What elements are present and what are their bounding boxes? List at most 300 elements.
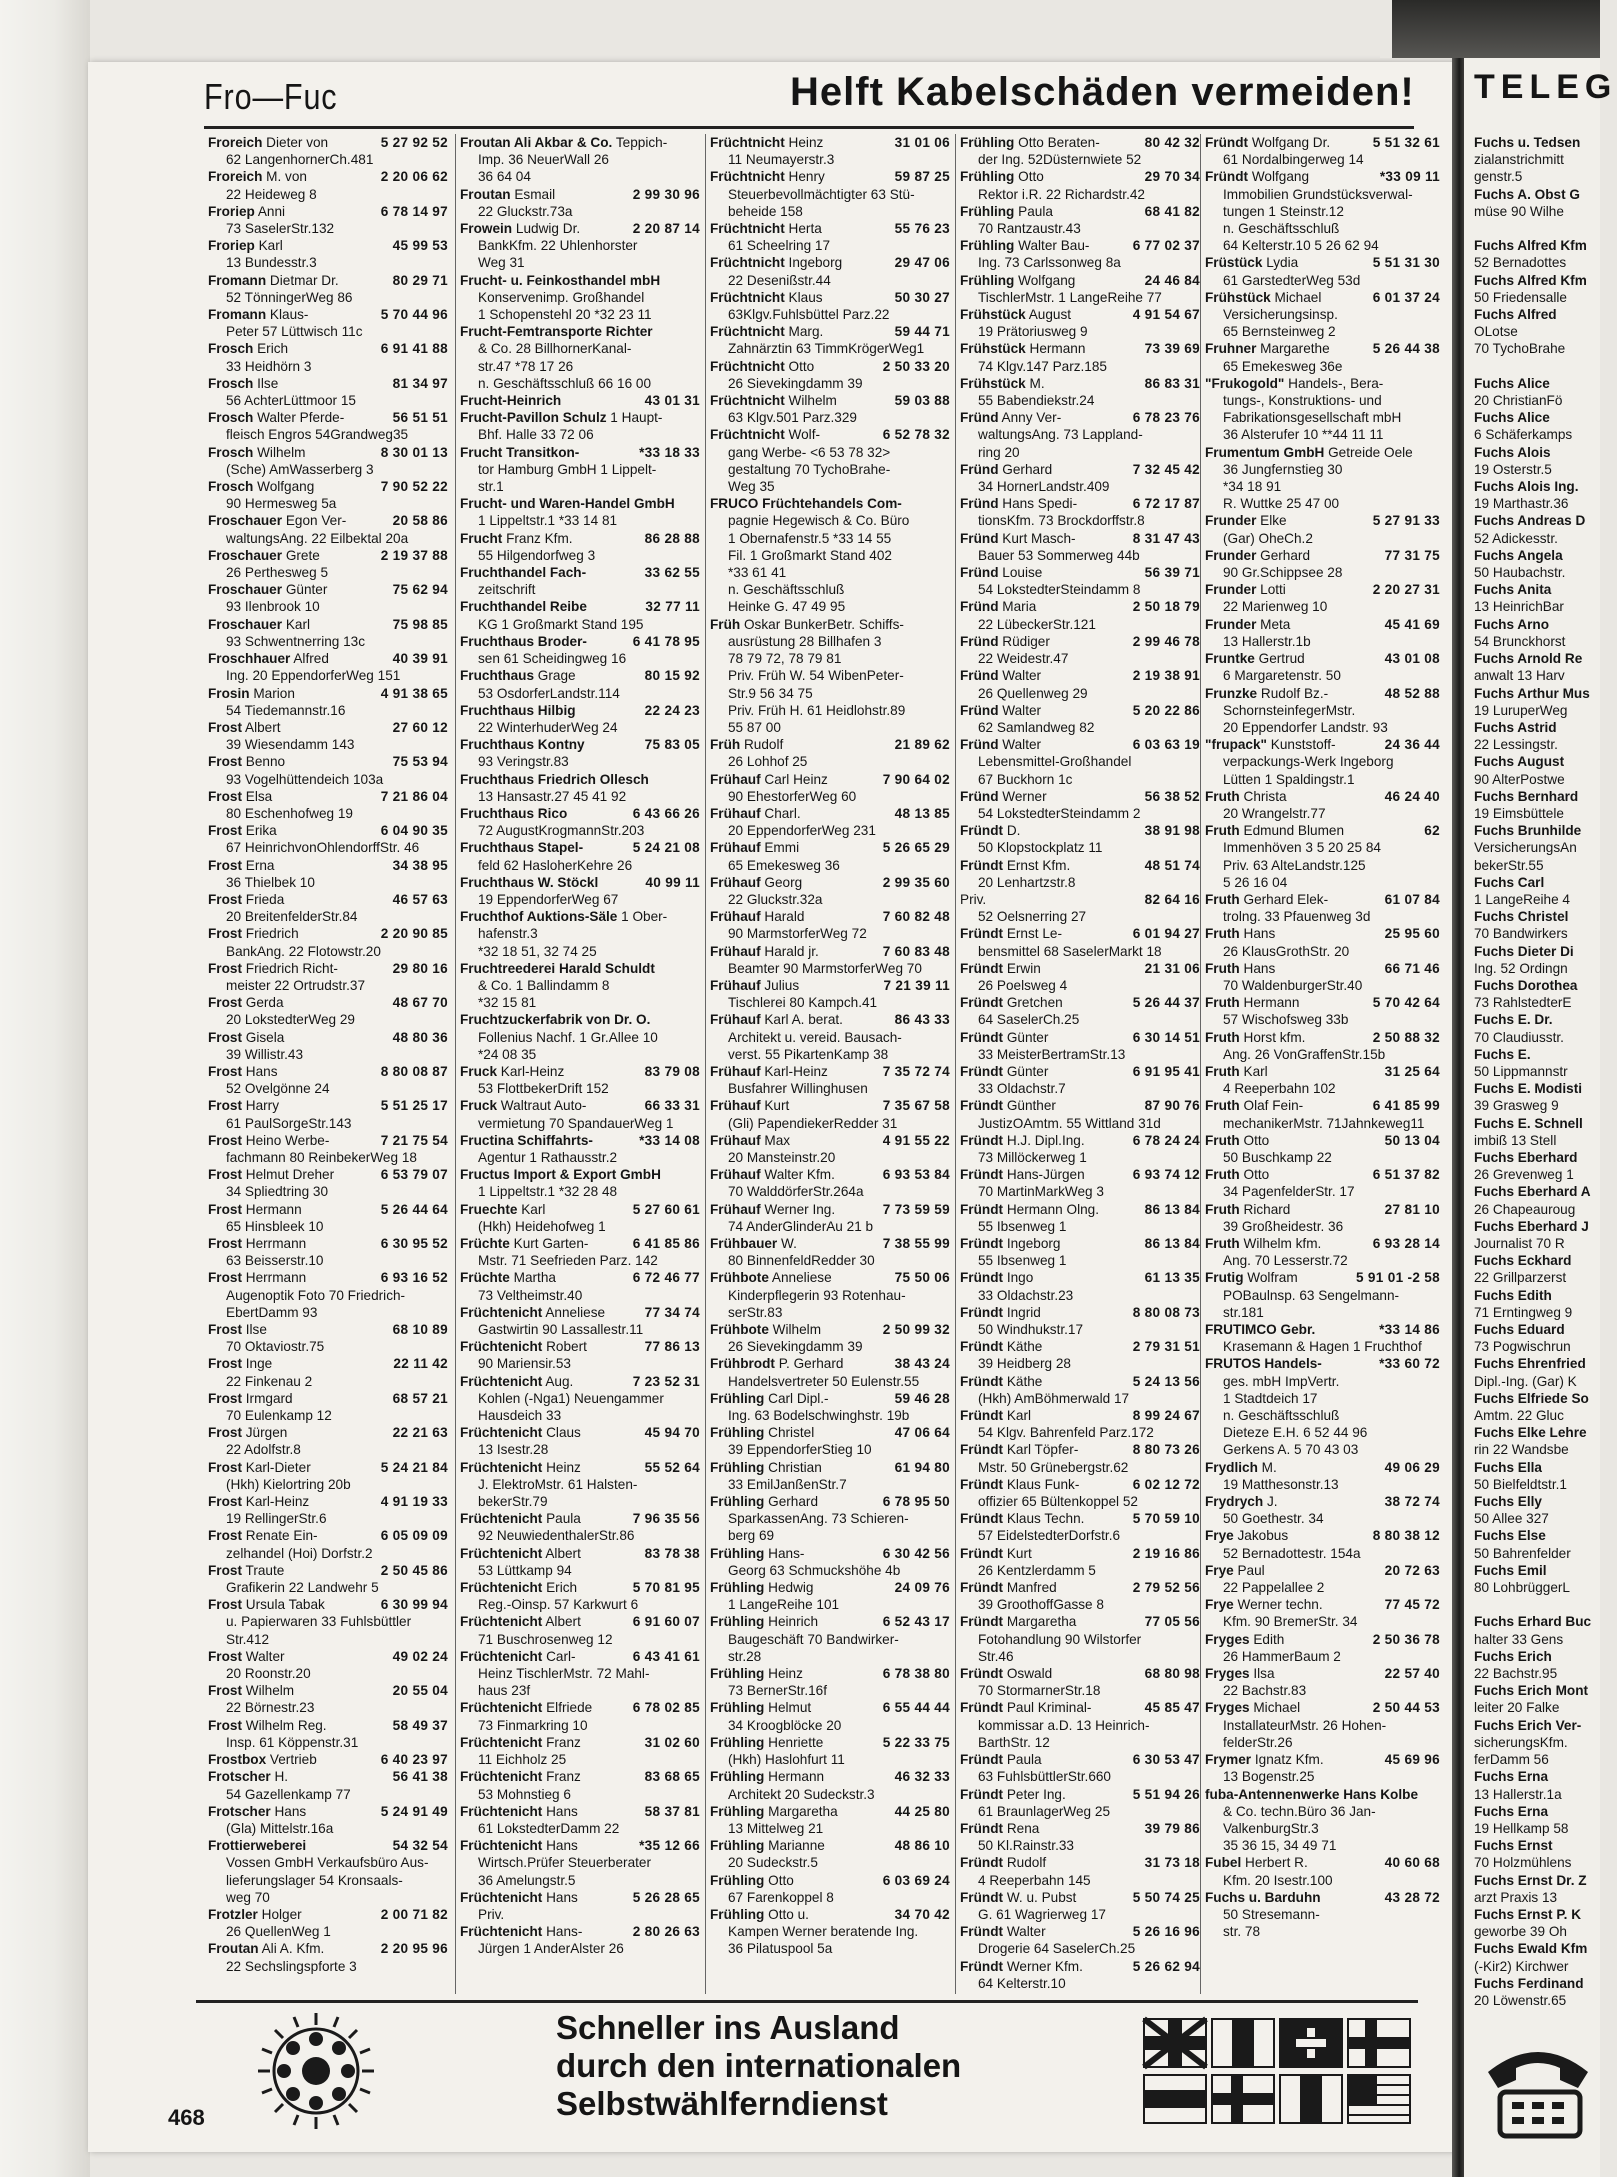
adjacent-page-line: 13 Hallerstr.1a xyxy=(1474,1786,1562,1802)
entry-address-line: Kfm. 90 BremerStr. 34 xyxy=(1223,1614,1358,1630)
entry-given-name: Elke xyxy=(1256,513,1287,529)
directory-entry xyxy=(1205,512,1440,546)
entry-surname: Frutig xyxy=(1205,1270,1244,1286)
entry-first-line xyxy=(960,1373,1200,1390)
entry-surname: Frühauf xyxy=(710,1063,761,1079)
telephone-icon xyxy=(1478,2022,1598,2142)
entry-given-name: Rudolf Bz.- xyxy=(1257,685,1329,701)
entry-name-block xyxy=(710,1665,879,1682)
entry-first-line xyxy=(1205,1699,1440,1716)
entry-surname: Frühauf xyxy=(710,1012,761,1028)
entry-name-block xyxy=(1205,1132,1381,1149)
entry-surname: Fründt xyxy=(960,995,1004,1011)
entry-address-line: Priv. Früh H. 61 Heidlohstr.89 xyxy=(728,702,906,718)
entry-given-name: Erich xyxy=(253,341,289,357)
page-range-heading: Fro—Fuc xyxy=(204,76,338,117)
entry-address-line: Mstr. 71 Seefrieden Parz. 142 xyxy=(478,1253,658,1269)
entry-name-block xyxy=(960,702,1129,719)
entry-first-line xyxy=(1205,1201,1440,1218)
entry-surname: Frühling xyxy=(710,1459,765,1475)
entry-surname: Früchtenicht xyxy=(460,1734,543,1750)
adjacent-page-line: 50 Friedensalle xyxy=(1474,289,1567,305)
entry-given-name: August xyxy=(1025,307,1072,323)
entry-name-block xyxy=(1205,1751,1381,1768)
entry-phone-number: 7 21 39 11 xyxy=(883,977,950,993)
entry-first-line xyxy=(960,598,1200,615)
entry-name-block xyxy=(960,1235,1141,1252)
entry-address-line: ges. mbH ImpVertr. xyxy=(1223,1373,1340,1389)
adjacent-page-line: Fuchs Arno xyxy=(1474,616,1550,632)
entry-address-line: gang Werbe- <6 53 78 32> xyxy=(728,444,891,460)
entry-given-name: Wilhelm xyxy=(784,393,837,409)
entry-address-line: feld 62 HasloherKehre 26 xyxy=(478,857,633,873)
entry-surname: Frost xyxy=(208,1201,242,1217)
scan-corner-shadow xyxy=(1380,0,1600,58)
entry-address-line: ausrüstung 28 Billhafen 3 xyxy=(728,633,882,649)
entry-phone-number: 5 51 32 61 xyxy=(1372,135,1440,150)
entry-surname: Frost xyxy=(208,1717,242,1733)
directory-entry xyxy=(960,1373,1200,1407)
entry-first-line xyxy=(1205,1269,1440,1286)
entry-surname: Fruck xyxy=(460,1098,498,1114)
entry-surname: Frühauf xyxy=(710,909,761,925)
entry-name-block xyxy=(1205,134,1369,151)
entry-first-line xyxy=(960,375,1200,392)
entry-surname: Frunder xyxy=(1205,547,1257,563)
entry-address-line: bensmittel 68 SaselerMarkt 18 xyxy=(978,943,1162,959)
entry-address-line: 26 Sievekingdamm 39 xyxy=(728,375,863,391)
entry-name-block xyxy=(460,409,700,426)
adjacent-page-line: 22 Lessingstr. xyxy=(1474,737,1558,753)
entry-first-line xyxy=(460,1201,700,1218)
entry-given-name: Wilhelm xyxy=(241,1683,295,1699)
entry-given-name: Heinz xyxy=(764,1666,803,1682)
entry-phone-number: 6 43 66 26 xyxy=(632,805,700,821)
directory-entry xyxy=(1205,685,1440,737)
entry-name-block xyxy=(208,1355,389,1372)
adjacent-page-line: Fuchs Arthur Mus xyxy=(1474,685,1590,701)
entry-address-line: beheide 158 xyxy=(728,203,803,219)
entry-address-line: Handelsvertreter 50 Eulenstr.55 xyxy=(728,1373,920,1389)
entry-phone-number: 6 72 17 87 xyxy=(1132,496,1200,512)
entry-name-block xyxy=(208,1493,377,1510)
entry-surname: Froschauer xyxy=(208,513,283,529)
directory-entry xyxy=(960,1132,1200,1166)
entry-name-block xyxy=(1205,822,1420,839)
entry-name-block xyxy=(460,530,641,547)
directory-entry xyxy=(208,1235,448,1269)
entry-given-name: Emmi xyxy=(760,840,800,856)
entry-address-line: & Co. 1 Ballindamm 8 xyxy=(478,977,610,993)
entry-given-name: Harald xyxy=(760,909,805,925)
entry-address-line: BarthStr. 12 xyxy=(978,1734,1050,1750)
directory-entry xyxy=(1205,1562,1440,1596)
entry-address-line: 57 EidelstedterDorfstr.6 xyxy=(978,1528,1121,1544)
entry-surname: FRUTIMCO Gebr. xyxy=(1205,1322,1316,1338)
entry-name-block xyxy=(460,186,629,203)
entry-surname: Frühstück xyxy=(960,341,1026,357)
entry-surname: Frosch xyxy=(208,444,254,460)
entry-first-line xyxy=(460,771,700,788)
entry-given-name: Margarethe xyxy=(1256,341,1330,357)
entry-name-block xyxy=(460,392,641,409)
entry-surname: Frucht-Femtransporte Richter xyxy=(460,324,653,340)
entry-address-line: 53 Mohnstieg 6 xyxy=(478,1786,571,1802)
directory-entry xyxy=(460,1235,700,1269)
entry-address-line: n. Geschäftsschluß xyxy=(728,582,845,598)
directory-entry xyxy=(460,702,700,736)
entry-phone-number: 6 30 14 51 xyxy=(1132,1029,1200,1045)
entry-given-name: Lotti xyxy=(1256,582,1286,598)
entry-name-block xyxy=(460,1613,629,1630)
entry-address-line: zelhandel (Hoi) Dorfstr.2 xyxy=(226,1545,373,1561)
entry-phone-number: 32 77 11 xyxy=(645,599,700,615)
entry-given-name: Alfred xyxy=(290,651,329,667)
entry-phone-number: 48 86 10 xyxy=(894,1838,950,1854)
entry-address-line: 65 Emekesweg 36e xyxy=(1223,358,1343,374)
entry-given-name: Hermann xyxy=(764,1769,825,1785)
entry-name-block xyxy=(960,1751,1129,1768)
entry-name-block xyxy=(1205,512,1369,529)
entry-given-name: Meta xyxy=(1256,616,1291,632)
adjacent-page-line: Journalist 70 R xyxy=(1474,1236,1565,1251)
entry-address-line: (Sche) AmWasserberg 3 xyxy=(226,461,374,477)
entry-first-line xyxy=(960,461,1200,478)
entry-given-name: Käthe xyxy=(1003,1373,1043,1389)
directory-entry xyxy=(960,1097,1200,1131)
entry-address-line: Follenius Nachf. 1 Gr.Allee 10 xyxy=(478,1029,658,1045)
entry-surname: Frost xyxy=(208,995,242,1011)
directory-entry xyxy=(960,788,1200,822)
directory-entry xyxy=(1205,1355,1440,1458)
directory-entry xyxy=(960,375,1200,409)
entry-address-line: tungen 1 Steinstr.12 xyxy=(1223,203,1344,219)
entry-address-line: 19 Prätoriusweg 9 xyxy=(978,324,1088,340)
entry-address-line: 26 Perthesweg 5 xyxy=(226,565,329,581)
entry-given-name: Klaus Funk- xyxy=(1003,1476,1080,1492)
directory-entry xyxy=(208,237,448,271)
adjacent-page-line: OLotse xyxy=(1474,324,1518,340)
entry-first-line xyxy=(1205,444,1440,461)
entry-name-block xyxy=(460,1424,641,1441)
directory-entry xyxy=(960,409,1200,461)
entry-address-line: Gerkens A. 5 70 43 03 xyxy=(1223,1442,1359,1458)
entry-surname: Fründt xyxy=(960,1408,1004,1424)
entry-phone-number: 83 78 38 xyxy=(644,1545,700,1561)
entry-name-block xyxy=(960,530,1129,547)
entry-address-line: 61 Scheelring 17 xyxy=(728,238,831,254)
entry-surname: Fruth xyxy=(1205,1236,1240,1251)
entry-surname: Fründt xyxy=(960,1373,1004,1389)
entry-address-line: 4 Reeperbahn 145 xyxy=(978,1872,1091,1888)
entry-address-line: Str.46 xyxy=(978,1648,1014,1664)
entry-given-name: M. xyxy=(1025,375,1045,391)
entry-name-block xyxy=(1205,1631,1369,1648)
entry-name-block xyxy=(1205,1527,1369,1544)
directory-entry xyxy=(960,1579,1200,1613)
entry-first-line xyxy=(710,254,950,271)
entry-given-name: Albert xyxy=(241,719,281,735)
entry-first-line xyxy=(710,1132,950,1149)
entry-surname: Früchtenicht xyxy=(460,1614,543,1630)
entry-surname: Fruchthaus Rico xyxy=(460,805,568,821)
entry-address-line: 65 Bernsteinweg 2 xyxy=(1223,324,1336,340)
entry-first-line xyxy=(1205,891,1440,908)
entry-phone-number: 50 30 27 xyxy=(894,289,950,305)
entry-address-line: Heinke G. 47 49 95 xyxy=(728,599,846,615)
entry-phone-number: 7 60 83 48 xyxy=(882,943,950,959)
directory-entry xyxy=(208,1682,448,1716)
directory-entry xyxy=(460,1613,700,1647)
directory-entry xyxy=(960,530,1200,564)
entry-name-block xyxy=(460,495,700,512)
entry-name-block xyxy=(960,1441,1129,1458)
entry-surname: Fründt xyxy=(960,1476,1004,1492)
entry-given-name: Hans xyxy=(542,1803,578,1819)
entry-given-name: Irmgard xyxy=(241,1390,293,1406)
entry-given-name: Jürgen xyxy=(241,1425,288,1441)
entry-phone-number: 39 79 86 xyxy=(1144,1820,1200,1836)
entry-surname: Fubel xyxy=(1205,1855,1242,1871)
directory-entry xyxy=(960,1923,1200,1957)
entry-name-block xyxy=(208,1029,389,1046)
entry-name-block xyxy=(208,925,377,942)
adjacent-page-line: 19 LuruperWeg xyxy=(1474,702,1568,718)
entry-phone-number: 8 31 47 43 xyxy=(1132,530,1200,546)
entry-name-block xyxy=(460,1166,700,1183)
entry-name-block xyxy=(960,1407,1129,1424)
directory-entry xyxy=(1205,736,1440,788)
directory-entry xyxy=(1205,616,1440,650)
entry-address-line: 26 HammerBaum 2 xyxy=(1223,1648,1341,1664)
entry-name-block xyxy=(208,581,389,598)
entry-address-line: Weg 31 xyxy=(478,255,525,271)
entry-address-line: der Ing. 52Düsternwiete 52 xyxy=(978,152,1142,168)
entry-first-line xyxy=(1205,1132,1440,1149)
entry-address-line: (Hkh) Heidehofweg 1 xyxy=(478,1218,606,1234)
page-slogan: Helft Kabelschäden vermeiden! xyxy=(790,70,1415,114)
directory-entry xyxy=(208,788,448,822)
entry-first-line xyxy=(460,134,700,151)
entry-first-line xyxy=(1205,1493,1440,1510)
directory-entry xyxy=(710,1665,950,1699)
entry-name-block xyxy=(960,633,1129,650)
entry-first-line xyxy=(1205,581,1440,598)
directory-entry xyxy=(960,994,1200,1028)
entry-name-block xyxy=(1205,547,1381,564)
entry-name-block xyxy=(960,788,1141,805)
entry-name-block xyxy=(960,1063,1129,1080)
entry-address-line: 55 Ibsenweg 1 xyxy=(978,1253,1067,1269)
entry-first-line xyxy=(460,1011,700,1028)
adjacent-page-line: genstr.5 xyxy=(1474,169,1523,185)
entry-first-line xyxy=(460,1304,700,1321)
entry-phone-number: 5 50 74 25 xyxy=(1132,1889,1200,1905)
entry-first-line xyxy=(960,1269,1200,1286)
entry-name-block xyxy=(1205,1355,1375,1372)
entry-given-name: Anni xyxy=(254,203,286,219)
entry-address-line: Tischlerei 80 Kampch.41 xyxy=(728,995,878,1011)
entry-surname: Froutan Ali Akbar & Co. xyxy=(460,135,613,150)
adjacent-page-line: 26 Grevenweg 1 xyxy=(1474,1167,1574,1183)
adjacent-page-header: TELEG xyxy=(1474,68,1617,106)
entry-surname: Früchtnicht xyxy=(710,135,785,150)
entry-first-line xyxy=(1205,340,1440,357)
adjacent-page-line: Fuchs E. Modisti xyxy=(1474,1081,1582,1097)
entry-surname: Frostbox xyxy=(208,1752,267,1768)
directory-entry xyxy=(1205,891,1440,925)
directory-entry xyxy=(710,874,950,908)
entry-given-name: Kurt Garten- xyxy=(509,1236,589,1251)
entry-given-name: Ernst Le- xyxy=(1003,926,1062,942)
entry-surname: Fructus Import & Export GmbH xyxy=(460,1167,661,1183)
directory-entry xyxy=(710,1459,950,1493)
entry-phone-number: 80 42 32 xyxy=(1144,135,1200,150)
entry-address-line: 26 KlausGrothStr. 20 xyxy=(1223,943,1350,959)
entry-phone-number: 68 80 98 xyxy=(1144,1666,1200,1682)
entry-surname: Frost xyxy=(208,1098,242,1114)
entry-phone-number: 34 38 95 xyxy=(392,857,448,873)
entry-address-line: 36 Amelungstr.5 xyxy=(478,1872,576,1888)
adjacent-page-line: 54 Brunckhorst xyxy=(1474,633,1566,649)
entry-address-line: 74 Klgv.147 Parz.185 xyxy=(978,358,1107,374)
entry-name-block xyxy=(460,908,700,925)
entry-first-line xyxy=(960,564,1200,581)
entry-address-line: SparkassenAng. 73 Schieren- xyxy=(728,1511,909,1527)
directory-entry xyxy=(710,1906,950,1958)
entry-phone-number: 46 57 63 xyxy=(392,891,448,907)
entry-address-line: 22 Gluckstr.32a xyxy=(728,891,823,907)
entry-phone-number: 6 78 24 24 xyxy=(1132,1132,1200,1148)
entry-phone-number: 82 64 16 xyxy=(1144,891,1200,907)
directory-entry xyxy=(460,1097,700,1131)
directory-entry xyxy=(1205,375,1440,444)
directory-entry xyxy=(960,1269,1200,1303)
entry-address-line: Peter 57 Lüttwisch 11c xyxy=(226,324,363,340)
entry-first-line xyxy=(460,702,700,719)
entry-first-line xyxy=(960,891,1200,908)
directory-entry xyxy=(460,1338,700,1372)
entry-given-name: Ernst Kfm. xyxy=(1003,857,1071,873)
directory-entry xyxy=(960,822,1200,856)
entry-address-line: 53 Lüttkamp 94 xyxy=(478,1562,572,1578)
entry-given-name: Hermann xyxy=(1025,341,1086,357)
entry-phone-number: 48 51 74 xyxy=(1144,857,1200,873)
entry-given-name: Ilse xyxy=(241,1322,267,1338)
directory-entry xyxy=(960,134,1200,168)
entry-given-name: Carl Heinz xyxy=(760,771,828,787)
entry-surname: Frucht- u. Feinkosthandel mbH xyxy=(460,272,661,288)
advertisement-text xyxy=(556,2009,961,2123)
entry-phone-number: 31 01 06 xyxy=(894,135,950,150)
adjacent-page-line: Fuchs Ernst Dr. Z xyxy=(1474,1872,1587,1888)
directory-entry xyxy=(460,134,700,186)
entry-surname: Fruchthaus W. Stöckl xyxy=(460,874,599,890)
entry-phone-number: 8 30 01 13 xyxy=(380,444,448,460)
entry-first-line xyxy=(208,719,448,736)
entry-phone-number: 77 31 75 xyxy=(1384,547,1440,563)
entry-given-name: Herrmann xyxy=(241,1236,307,1251)
entry-surname: Früchtenicht xyxy=(460,1459,543,1475)
entry-address-line: berg 69 xyxy=(728,1528,775,1544)
entry-name-block xyxy=(460,134,700,151)
adjacent-page-line: Fuchs Eberhard A xyxy=(1474,1184,1591,1200)
entry-surname: Frost xyxy=(208,754,242,770)
entry-first-line xyxy=(208,1097,448,1114)
entry-phone-number: 86 13 84 xyxy=(1144,1236,1200,1251)
entry-surname: Frühling xyxy=(960,238,1015,254)
entry-surname: Frost xyxy=(208,960,242,976)
entry-name-block xyxy=(208,1321,389,1338)
entry-given-name: Oskar BunkerBetr. Schiffs- xyxy=(740,616,904,632)
directory-entry xyxy=(710,839,950,873)
entry-name-block xyxy=(460,702,641,719)
entry-given-name: Paul Kriminal- xyxy=(1003,1700,1092,1716)
directory-entry xyxy=(460,1699,700,1733)
entry-phone-number: 5 70 44 96 xyxy=(380,307,448,323)
directory-entry xyxy=(960,1338,1200,1372)
entry-address-line: 33 Oldachstr.23 xyxy=(978,1287,1074,1303)
directory-entry xyxy=(1205,1596,1440,1630)
entry-given-name: Walter xyxy=(998,668,1042,684)
entry-name-block xyxy=(208,891,389,908)
entry-surname: Frühling xyxy=(710,1872,765,1888)
entry-surname: Fründt xyxy=(960,1270,1004,1286)
entry-address-line: 62 Samlandweg 82 xyxy=(978,719,1095,735)
entry-surname: Frühling xyxy=(960,203,1015,219)
directory-entry xyxy=(208,719,448,753)
entry-address-line: Dieteze E.H. 6 52 44 96 xyxy=(1223,1425,1368,1441)
adjacent-page-line: 50 Haubachstr. xyxy=(1474,565,1566,581)
entry-phone-number: 43 01 31 xyxy=(644,393,700,409)
entry-first-line xyxy=(960,1166,1200,1183)
entry-phone-number: 80 29 71 xyxy=(392,272,448,288)
entry-name-block xyxy=(208,753,389,770)
entry-first-line xyxy=(208,340,448,357)
entry-given-name: Herrmann xyxy=(241,1270,307,1286)
entry-phone-number: 68 41 82 xyxy=(1144,203,1200,219)
ad-line: durch den internationalen xyxy=(556,2047,962,2084)
directory-entry xyxy=(460,1011,700,1063)
entry-name-block xyxy=(710,1613,879,1630)
entry-phone-number: 6 52 78 32 xyxy=(882,427,950,443)
directory-entry xyxy=(208,1751,448,1768)
entry-phone-number: 6 52 43 17 xyxy=(882,1614,950,1630)
entry-address-line: 73 BernerStr.16f xyxy=(728,1683,827,1699)
entry-address-line: 63 Klgv.501 Parz.329 xyxy=(728,410,857,426)
directory-entry xyxy=(1205,1132,1440,1166)
entry-first-line xyxy=(710,1906,950,1923)
entry-surname: Frühling xyxy=(710,1545,765,1561)
entry-given-name: Gerda xyxy=(241,995,284,1011)
entry-surname: Früchtenicht xyxy=(460,1580,543,1596)
entry-name-block xyxy=(960,1958,1129,1975)
entry-address-line: Heinz TischlerMstr. 72 Mahl- xyxy=(478,1666,650,1682)
entry-surname: Früchtenicht xyxy=(460,1373,543,1389)
entry-phone-number: 2 79 31 51 xyxy=(1132,1339,1200,1355)
entry-phone-number: 2 99 35 60 xyxy=(882,874,950,890)
entry-first-line xyxy=(1205,1786,1440,1803)
entry-name-block xyxy=(710,1424,891,1441)
entry-name-block xyxy=(960,1699,1141,1716)
entry-first-line xyxy=(460,1424,700,1441)
adjacent-page-line: Ing. 52 Ordingn xyxy=(1474,960,1568,976)
entry-name-block xyxy=(960,272,1141,289)
entry-surname: Frühbote xyxy=(710,1270,769,1286)
entry-address-line: Immenhöven 3 5 20 25 84 xyxy=(1223,840,1381,856)
entry-surname: Frottierweberei xyxy=(208,1838,307,1854)
adjacent-page-line: Fuchs Eduard xyxy=(1474,1322,1565,1338)
